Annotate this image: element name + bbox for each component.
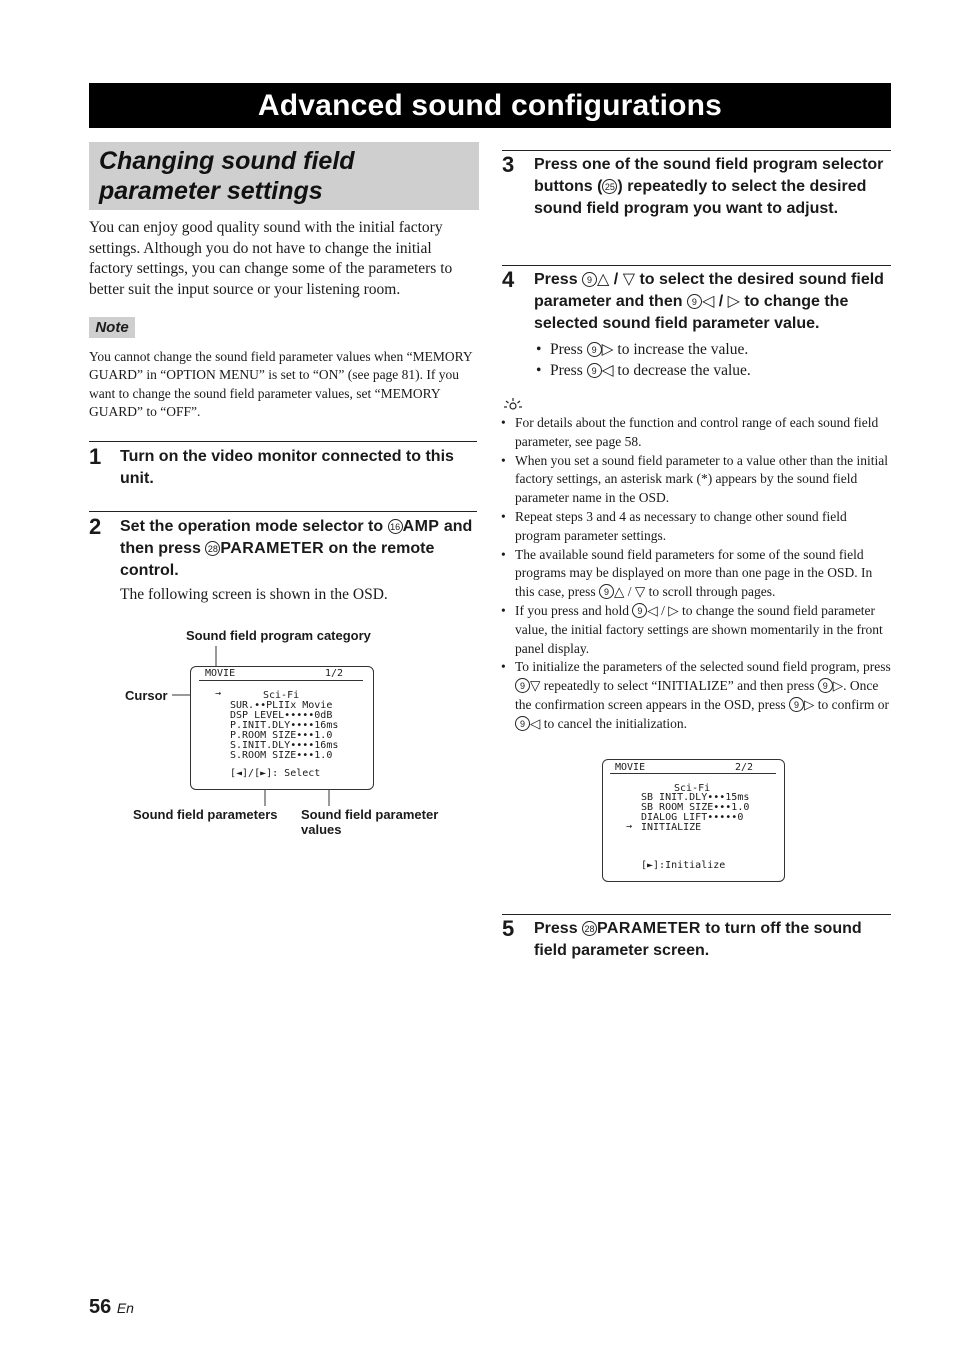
button-number-badge: 9 (789, 697, 804, 712)
step-4-bullet: • Press 9 ◁ to decrease the value. (534, 360, 891, 381)
step-4-text (534, 269, 891, 335)
step-5-part-a: Press (534, 920, 583, 937)
osd-header-left: MOVIE (615, 762, 646, 773)
button-number-badge: 9 (515, 678, 530, 693)
step-3-part-a: Press one of the sound field program selector buttons ( (534, 156, 884, 195)
step-4-part-a: Press (534, 271, 583, 288)
osd-cursor: → (626, 821, 633, 832)
label-cursor: Cursor (125, 688, 168, 703)
osd-param-line: P.ROOM SIZE•••1.0 (230, 730, 333, 741)
tip-icon (503, 397, 523, 413)
tip-item: • For details about the function and control range of each sound field parameter, see page 58. (499, 414, 891, 452)
step-number: 2 (89, 514, 102, 539)
step-4-part-c: ◁ / ▷ to change the selected sound field parameter value. (534, 293, 849, 332)
osd-param-line: INITIALIZE (641, 822, 702, 833)
step-divider (502, 914, 891, 915)
step-number: 4 (502, 267, 515, 292)
button-number-badge: 9 (599, 584, 614, 599)
button-number-badge: 9 (582, 272, 597, 287)
step-4-bullet: • Press 9 ▷ to increase the value. (534, 339, 891, 360)
tip-item: • If you press and hold 9 ◁ / ▷ to change the sound field parameter value, the initial factory settings are shown momentarily in the front panel display. (499, 602, 891, 658)
osd-screen-page-2 (602, 759, 785, 882)
step-3-text (534, 154, 891, 220)
osd-header-rule (199, 680, 363, 681)
osd-footer: [►]:Initialize (641, 860, 726, 871)
label-sound-field-values: Sound field parameter values (301, 807, 439, 837)
osd-program-name: Sci-Fi (263, 690, 300, 701)
step-number: 5 (502, 916, 515, 941)
osd-param-line: DIALOG LIFT•••••0 (641, 812, 744, 823)
tip-item: • The available sound field parameters for some of the sound field programs may be displayed on more than one page in the OSD. In this case, press 9 △ / ▽ to scroll through pages. (499, 546, 891, 602)
note-text: You cannot change the sound field parameter values when “MEMORY GUARD” in “OPTION MENU” is set to “ON” (see page 81). If you want to change the sound field parameter values, set “MEMORY GUARD” to “OFF”. (89, 349, 473, 419)
osd-param-line: S.INIT.DLY••••16ms (230, 740, 339, 751)
osd-cursor: → (215, 688, 222, 699)
step-5-text (534, 918, 891, 962)
step-5-part-b: to turn off the sound field parameter screen. (534, 920, 862, 959)
tip-item: • To initialize the parameters of the selected sound field program, press 9 ▽ repeatedly to select “INITIALIZE” and then press 9 ▷. Once the confirmation screen appears in the OSD, press 9 ▷ to confirm or 9 ◁ to cancel the initialization. (499, 658, 891, 733)
button-number-badge: 25 (602, 179, 617, 194)
step-3-part-b: ) repeatedly to select the desired sound field program you want to adjust. (534, 178, 867, 217)
button-number-badge: 9 (818, 678, 833, 693)
osd-header-right: 1/2 (325, 668, 344, 679)
osd-param-line: DSP LEVEL•••••0dB (230, 710, 333, 721)
parameter-key-label: PARAMETER (220, 540, 325, 557)
section-heading: Changing sound field parameter settings (89, 142, 479, 210)
step-number: 1 (89, 444, 102, 469)
button-number-badge: 9 (515, 716, 530, 731)
osd-param-line: SB INIT.DLY•••15ms (641, 792, 750, 803)
step-2-part-b: and then press (120, 518, 473, 557)
osd-param-line: SB ROOM SIZE•••1.0 (641, 802, 750, 813)
osd-header-rule (610, 773, 776, 774)
osd-footer: [◄]/[►]: Select (230, 768, 321, 779)
tip-item: • Repeat steps 3 and 4 as necessary to change other sound field program parameter settings. (499, 508, 891, 546)
step-4-part-b: △ / ▽ to select the desired sound field parameter and then (534, 271, 884, 310)
osd-param-line: P.INIT.DLY••••16ms (230, 720, 339, 731)
button-number-badge: 9 (687, 294, 702, 309)
page-banner-title: Advanced sound configurations (89, 83, 891, 128)
label-sound-field-parameters: Sound field parameters (133, 807, 278, 822)
step-2-part-a: Set the operation mode selector to (120, 518, 388, 535)
osd-program-name: Sci-Fi (674, 783, 711, 794)
button-number-badge: 9 (632, 603, 647, 618)
osd-header-right: 2/2 (735, 762, 754, 773)
note-label: Note (89, 317, 135, 338)
page-number: 56 (89, 1296, 112, 1318)
step-4-bullets (534, 339, 891, 381)
osd-header-left: MOVIE (205, 668, 236, 679)
parameter-key-label: PARAMETER (597, 920, 701, 937)
tip-item: • When you set a sound field parameter to a value other than the initial factory settings, an asterisk mark (*) appears by the sound field parameter name in the OSD. (499, 452, 891, 508)
step-divider (502, 150, 891, 151)
osd-param-line: S.ROOM SIZE•••1.0 (230, 750, 333, 761)
button-number-badge: 28 (205, 541, 220, 556)
tips-list (499, 414, 891, 734)
step-2-subtext: The following screen is shown in the OSD. (120, 586, 388, 603)
page-language: En (116, 1300, 134, 1316)
label-program-category: Sound field program category (186, 628, 371, 643)
step-1-text: Turn on the video monitor connected to this unit. (120, 448, 454, 487)
button-number-badge: 16 (388, 519, 403, 534)
intro-paragraph: You can enjoy good quality sound with the initial factory settings. Although you do not have to change the initial factory settings, you can change some of the parameters to better suit the input source or your listening room. (89, 219, 453, 298)
osd-param-line: SUR.••PLIIx Movie (230, 700, 333, 711)
amp-key-label: AMP (402, 518, 440, 535)
button-number-badge: 9 (587, 363, 602, 378)
button-number-badge: 28 (582, 921, 597, 936)
step-2-part-c: on the remote control. (120, 540, 435, 579)
osd-screen-page-1 (190, 666, 374, 790)
page-footer (89, 1296, 134, 1319)
step-divider (502, 265, 891, 266)
step-number: 3 (502, 152, 515, 177)
button-number-badge: 9 (587, 342, 602, 357)
